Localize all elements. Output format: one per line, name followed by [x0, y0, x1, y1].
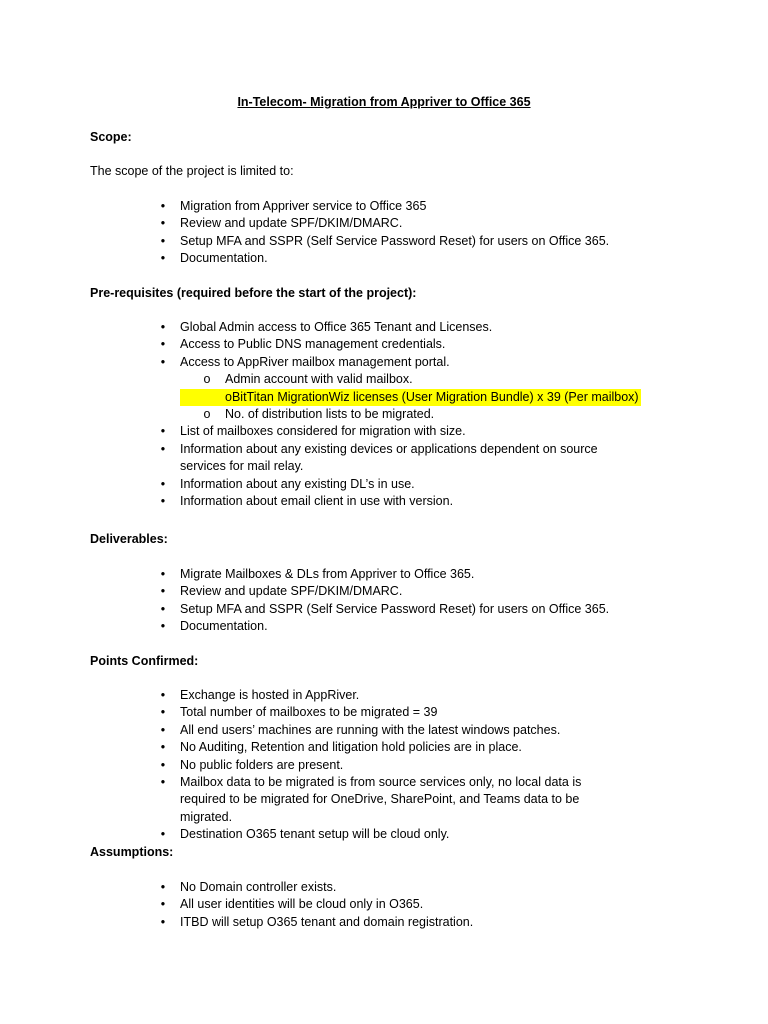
bullet-icon: •	[160, 722, 166, 737]
bullet-icon: •	[160, 233, 166, 248]
deliverables-list	[90, 566, 690, 636]
list-item: • ITBD will setup O365 tenant and domain registration.	[90, 914, 690, 931]
scope-section	[90, 129, 690, 146]
list-item: • Access to AppRiver mailbox management portal. o Admin account with valid mailbox. oBitTitan MigrationWiz licenses (User Migration Bundle) x 39 (Per mailbox) o No. of distribution lists to be migrated.	[90, 354, 690, 424]
list-item: • All end users’ machines are running with the latest windows patches.	[90, 722, 690, 739]
list-item: • No Domain controller exists.	[90, 879, 690, 896]
list-item: • All user identities will be cloud only in O365.	[90, 896, 690, 913]
points-list	[90, 687, 690, 844]
sublist-item: o Admin account with valid mailbox.	[180, 371, 690, 388]
deliverables-list-block	[90, 566, 690, 636]
assumptions-heading: Assumptions:	[90, 845, 174, 859]
prereq-list	[90, 319, 690, 510]
circle-bullet-icon: o	[203, 372, 211, 387]
scope-intro-block	[90, 163, 690, 180]
highlight-mark: oBitTitan MigrationWiz licenses (User Migration Bundle) x 39 (Per mailbox)	[180, 389, 641, 406]
list-item: • Setup MFA and SSPR (Self Service Password Reset) for users on Office 365.	[90, 233, 690, 250]
list-item: • Documentation.	[90, 250, 690, 267]
bullet-icon: •	[160, 216, 166, 231]
bullet-icon: •	[160, 251, 166, 266]
bullet-icon: •	[160, 827, 166, 842]
bullet-icon: •	[160, 584, 166, 599]
list-item: • Exchange is hosted in AppRiver.	[90, 687, 690, 704]
points-section	[90, 653, 690, 670]
bullet-icon: •	[160, 441, 166, 456]
bullet-icon: •	[160, 757, 166, 772]
list-item: • Destination O365 tenant setup will be cloud only.	[90, 826, 690, 843]
bullet-icon: •	[160, 199, 166, 213]
bullet-icon: •	[160, 601, 166, 616]
sublist-item-highlighted	[180, 389, 690, 406]
bullet-icon: •	[160, 424, 166, 439]
bullet-icon: •	[160, 476, 166, 491]
deliverables-heading: Deliverables:	[90, 532, 168, 546]
bullet-icon: •	[160, 705, 166, 720]
bullet-icon: •	[160, 740, 166, 755]
circle-bullet-icon: o	[203, 407, 211, 422]
list-item: • Setup MFA and SSPR (Self Service Password Reset) for users on Office 365.	[90, 601, 690, 618]
list-item: • Review and update SPF/DKIM/DMARC.	[90, 583, 690, 600]
bullet-icon: •	[160, 567, 166, 581]
bullet-icon: •	[160, 688, 166, 702]
scope-list	[90, 198, 690, 268]
prereq-section	[90, 285, 690, 302]
list-item: • Migration from Appriver service to Office 365	[90, 198, 690, 215]
scope-intro: The scope of the project is limited to:	[90, 164, 294, 178]
list-item: • Total number of mailboxes to be migrated = 39	[90, 704, 690, 721]
prereq-sublist	[180, 371, 690, 423]
assumptions-list-block	[90, 879, 690, 931]
list-item: • Documentation.	[90, 618, 690, 635]
points-list-block	[90, 687, 690, 844]
bullet-icon: •	[160, 494, 166, 509]
prereq-list-block	[90, 319, 690, 510]
bullet-icon: •	[160, 897, 166, 912]
list-item: • Access to Public DNS management credentials.	[90, 336, 690, 353]
scope-list-block	[90, 198, 690, 268]
bullet-icon: •	[160, 914, 166, 929]
list-item: • Global Admin access to Office 365 Tenant and Licenses.	[90, 319, 690, 336]
points-heading: Points Confirmed:	[90, 654, 199, 668]
bullet-icon: •	[160, 354, 166, 369]
bullet-icon: •	[160, 880, 166, 894]
document-title: In-Telecom- Migration from Appriver to Office 365	[237, 95, 531, 109]
list-item: • Migrate Mailboxes & DLs from Appriver to Office 365.	[90, 566, 690, 583]
assumptions-list	[90, 879, 690, 931]
bullet-icon: •	[160, 775, 166, 790]
list-item: • Information about any existing devices or applications dependent on source services for mail relay.	[90, 441, 690, 476]
list-item: • Information about any existing DL’s in use.	[90, 476, 690, 493]
list-item: • Information about email client in use with version.	[90, 493, 690, 510]
scope-heading: Scope:	[90, 130, 132, 144]
circle-bullet-icon: o	[225, 389, 232, 404]
list-item: • No public folders are present.	[90, 757, 690, 774]
deliverables-section	[90, 531, 690, 548]
assumptions-section	[90, 844, 690, 861]
sublist-item: o No. of distribution lists to be migrated.	[180, 406, 690, 423]
prereq-heading: Pre-requisites (required before the start of the project):	[90, 286, 417, 300]
list-item: • Review and update SPF/DKIM/DMARC.	[90, 215, 690, 232]
list-item: • List of mailboxes considered for migration with size.	[90, 423, 690, 440]
bullet-icon: •	[160, 320, 166, 334]
bullet-icon: •	[160, 337, 166, 352]
list-item: • No Auditing, Retention and litigation hold policies are in place.	[90, 739, 690, 756]
list-item: • Mailbox data to be migrated is from source services only, no local data is required to be migrated for OneDrive, SharePoint, and Teams data to be migrated.	[90, 774, 690, 826]
bullet-icon: •	[160, 619, 166, 634]
